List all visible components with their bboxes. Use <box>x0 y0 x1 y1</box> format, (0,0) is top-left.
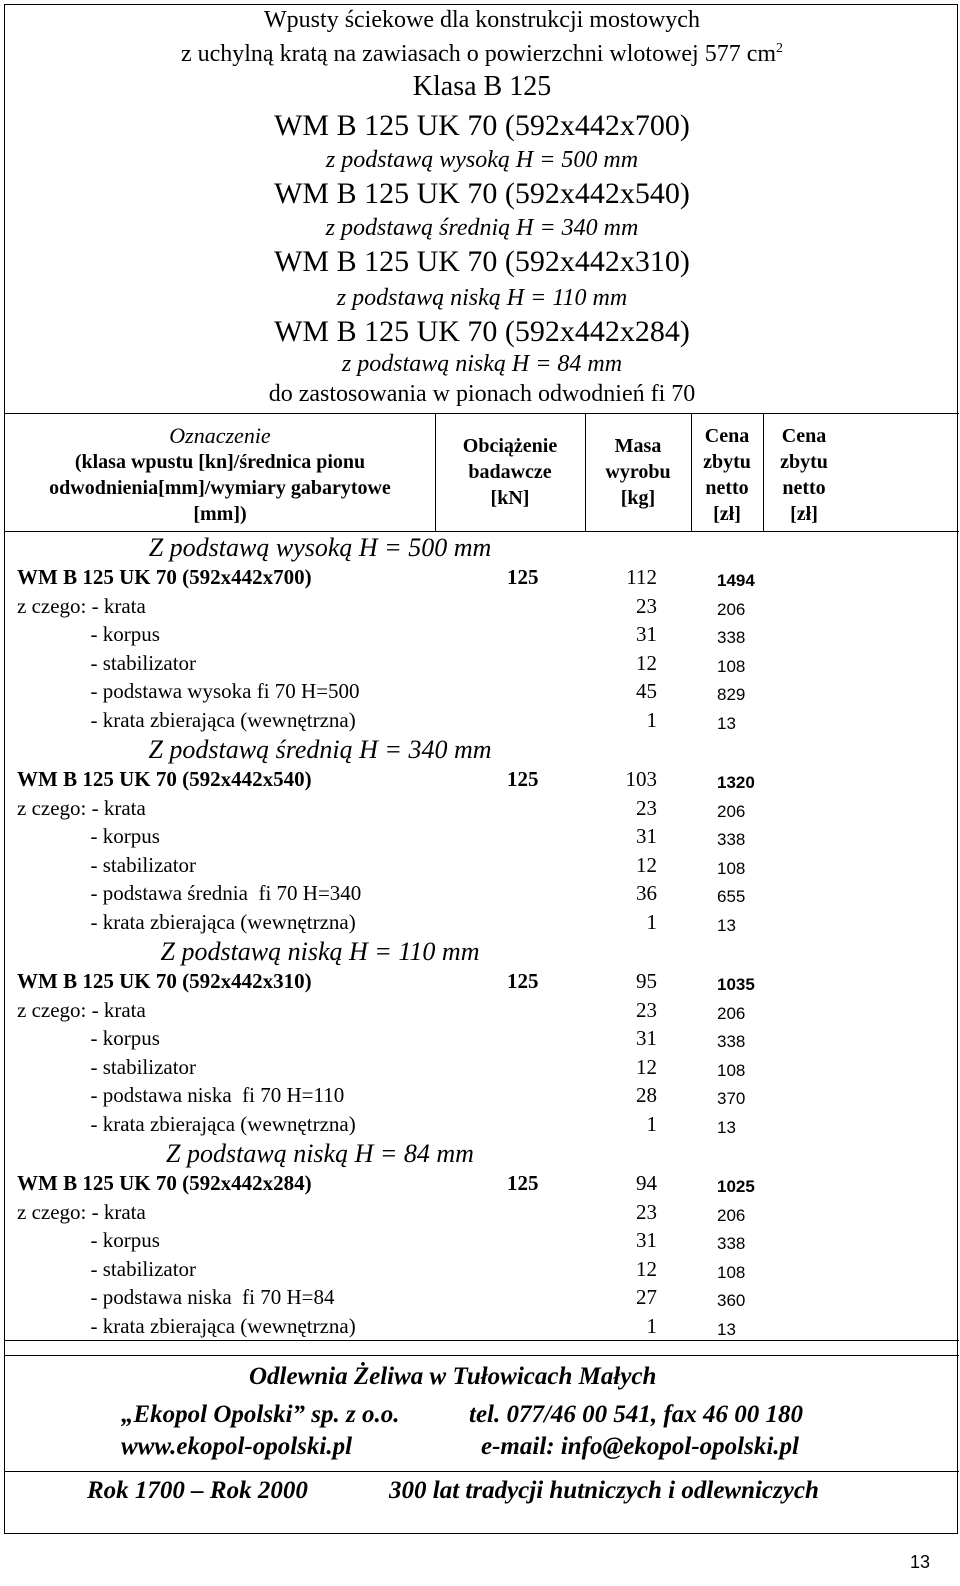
col-header-line: Obciążenie <box>462 435 558 457</box>
row-name: z czego: - krata <box>17 795 146 820</box>
usage-note: do zastosowania w pionach odwodnień fi 70 <box>268 381 696 407</box>
col-header-price-2 <box>763 423 845 527</box>
row-mass: 1 <box>646 1111 657 1136</box>
table-row <box>17 881 777 909</box>
table-row <box>17 1228 777 1256</box>
table-row <box>17 622 777 650</box>
row-mass: 31 <box>636 1228 657 1252</box>
table-row <box>17 1083 777 1111</box>
row-price: 108 <box>717 858 746 878</box>
table-row <box>17 651 777 679</box>
row-load: 125 <box>507 767 539 791</box>
row-price: 206 <box>717 599 746 619</box>
col-header-line: [zł] <box>790 503 818 525</box>
row-price: 13 <box>717 1319 736 1339</box>
row-name: z czego: - krata <box>17 997 146 1022</box>
row-name: - krata zbierająca (wewnętrzna) <box>17 1111 356 1136</box>
row-name: - korpus <box>17 1026 160 1050</box>
row-mass: 112 <box>626 565 657 589</box>
table-row <box>17 1171 777 1199</box>
row-name: - podstawa średnia fi 70 H=340 <box>17 881 362 905</box>
row-name: - podstawa wysoka fi 70 H=500 <box>17 679 360 703</box>
row-mass: 1 <box>646 909 657 934</box>
row-price: 206 <box>717 801 746 821</box>
row-mass: 45 <box>636 679 657 703</box>
row-mass: 12 <box>636 650 657 675</box>
page-number: 13 <box>909 1552 930 1572</box>
col-header-line: badawcze <box>468 461 552 483</box>
table-row <box>17 910 777 938</box>
base-subtitle: z podstawą niską H = 84 mm <box>341 351 623 377</box>
row-load: 125 <box>507 969 539 993</box>
row-name: WM B 125 UK 70 (592x442x284) <box>17 1171 312 1195</box>
row-mass: 95 <box>636 969 657 993</box>
table-row <box>17 998 777 1026</box>
table-row <box>17 708 777 736</box>
footer-years: Rok 1700 – Rok 2000 <box>87 1477 308 1504</box>
row-mass: 31 <box>636 824 657 848</box>
col-header-title: Oznaczenie <box>169 423 271 448</box>
row-price: 1320 <box>717 773 755 792</box>
row-price: 338 <box>717 1032 746 1051</box>
col-header-line: zbytu <box>780 451 828 473</box>
row-mass: 23 <box>636 1199 657 1224</box>
row-mass: 1 <box>646 1313 657 1338</box>
row-name: - podstawa niska fi 70 H=84 <box>17 1285 335 1309</box>
row-price: 13 <box>717 713 736 733</box>
table-row <box>17 1026 777 1054</box>
row-mass: 36 <box>636 881 657 905</box>
table-row <box>17 1285 777 1313</box>
row-mass: 28 <box>636 1083 657 1107</box>
col-header-line: [zł] <box>713 503 741 525</box>
table-row <box>17 853 777 881</box>
table-row <box>17 679 777 707</box>
row-name: - korpus <box>17 622 160 646</box>
model-title: WM B 125 UK 70 (592x442x700) <box>274 109 690 142</box>
row-name: - stabilizator <box>17 1256 197 1281</box>
footer-phone: tel. 077/46 00 541, fax 46 00 180 <box>469 1401 804 1428</box>
row-mass: 94 <box>636 1171 657 1195</box>
row-name: - korpus <box>17 1228 160 1252</box>
base-subtitle: z podstawą średnią H = 340 mm <box>325 215 639 241</box>
row-mass: 1 <box>646 707 657 732</box>
col-header-line: netto <box>782 477 826 499</box>
col-header-line: (klasa wpustu [kn]/średnica pionu <box>74 451 366 473</box>
col-header-line: [mm]) <box>193 503 247 525</box>
base-subtitle: z podstawą wysoką H = 500 mm <box>325 147 639 173</box>
col-header-line: wyrobu <box>605 461 671 483</box>
col-header-line: zbytu <box>703 451 751 473</box>
model-title: WM B 125 UK 70 (592x442x540) <box>274 177 690 210</box>
section-title: Z podstawą średnią H = 340 mm <box>148 735 492 764</box>
row-price: 829 <box>717 685 746 704</box>
row-price: 338 <box>717 628 746 647</box>
row-name: WM B 125 UK 70 (592x442x700) <box>17 565 312 589</box>
row-mass: 23 <box>636 795 657 820</box>
row-mass: 27 <box>636 1285 657 1309</box>
row-name: WM B 125 UK 70 (592x442x540) <box>17 767 312 791</box>
col-header-mass <box>585 433 691 511</box>
table-row <box>17 1112 777 1140</box>
row-name: - krata zbierająca (wewnętrzna) <box>17 1313 356 1338</box>
row-mass: 31 <box>636 1026 657 1050</box>
section-title: Z podstawą niską H = 84 mm <box>166 1139 474 1168</box>
document-frame <box>4 4 958 1534</box>
footer-tradition: 300 lat tradycji hutniczych i odlewniczych <box>389 1477 819 1504</box>
row-load: 125 <box>507 1171 539 1195</box>
row-name: - krata zbierająca (wewnętrzna) <box>17 909 356 934</box>
table-row <box>17 1257 777 1285</box>
model-title: WM B 125 UK 70 (592x442x310) <box>274 245 690 278</box>
row-price: 108 <box>717 656 746 676</box>
col-header-designation <box>5 423 435 527</box>
row-price: 1494 <box>717 571 755 590</box>
model-title: WM B 125 UK 70 (592x442x284) <box>274 315 690 348</box>
table-row <box>17 1200 777 1228</box>
row-name: z czego: - krata <box>17 593 146 618</box>
row-name: WM B 125 UK 70 (592x442x310) <box>17 969 312 993</box>
header-bottom-border <box>5 531 959 532</box>
row-price: 338 <box>717 830 746 849</box>
row-price: 108 <box>717 1060 746 1080</box>
title-line-2 <box>5 41 959 68</box>
row-name: - stabilizator <box>17 852 197 877</box>
col-header-line: Cena <box>781 425 827 447</box>
col-header-line: [kg] <box>620 487 656 509</box>
table-row <box>17 767 777 795</box>
table-row <box>17 1055 777 1083</box>
section-title: Z podstawą wysoką H = 500 mm <box>148 533 492 562</box>
table-row <box>17 1314 777 1342</box>
table-bottom-border <box>5 1340 959 1341</box>
row-load: 125 <box>507 565 539 589</box>
footer-divider <box>5 1355 959 1356</box>
row-price: 206 <box>717 1205 746 1225</box>
col-header-line: odwodnienia[mm]/wymiary gabarytowe <box>49 477 391 499</box>
table-row <box>17 565 777 593</box>
row-price: 655 <box>717 887 746 906</box>
superscript: 2 <box>776 41 784 56</box>
table-row <box>17 824 777 852</box>
row-name: - podstawa niska fi 70 H=110 <box>17 1083 345 1107</box>
footer-foundry: Odlewnia Żeliwa w Tułowicach Małych <box>249 1363 657 1390</box>
row-name: - korpus <box>17 824 160 848</box>
row-price: 370 <box>717 1089 746 1108</box>
table-row <box>17 969 777 997</box>
base-subtitle: z podstawą niską H = 110 mm <box>336 285 628 311</box>
row-price: 1035 <box>717 975 755 994</box>
footer-email[interactable]: e-mail: info@ekopol-opolski.pl <box>481 1433 799 1460</box>
row-price: 108 <box>717 1262 746 1282</box>
row-name: z czego: - krata <box>17 1199 146 1224</box>
table-row <box>17 796 777 824</box>
row-mass: 12 <box>636 1054 657 1079</box>
col-header-line: netto <box>705 477 749 499</box>
col-header-line: Cena <box>704 425 750 447</box>
row-mass: 12 <box>636 1256 657 1281</box>
row-name: - krata zbierająca (wewnętrzna) <box>17 707 356 732</box>
col-header-line: [kN] <box>490 487 530 509</box>
footer-divider-2 <box>5 1471 959 1472</box>
table-row <box>17 594 777 622</box>
col-header-line: Masa <box>614 435 662 457</box>
row-mass: 12 <box>636 852 657 877</box>
row-mass: 103 <box>625 767 657 791</box>
row-price: 206 <box>717 1003 746 1023</box>
title-line-1: Wpusty ściekowe dla konstrukcji mostowych <box>264 7 700 33</box>
col-header-load <box>435 433 585 511</box>
class-title: Klasa B 125 <box>412 71 552 102</box>
row-price: 13 <box>717 1117 736 1137</box>
row-mass: 31 <box>636 622 657 646</box>
row-price: 1025 <box>717 1177 755 1196</box>
title-line-2-text: z uchylną kratą na zawiasach o powierzchni wlotowej 577 cm <box>180 41 777 67</box>
row-price: 338 <box>717 1234 746 1253</box>
footer-website[interactable]: www.ekopol-opolski.pl <box>121 1433 353 1460</box>
row-name: - stabilizator <box>17 650 197 675</box>
row-price: 360 <box>717 1291 746 1310</box>
row-mass: 23 <box>636 593 657 618</box>
row-price: 13 <box>717 915 736 935</box>
row-name: - stabilizator <box>17 1054 197 1079</box>
col-header-price <box>691 423 763 527</box>
row-mass: 23 <box>636 997 657 1022</box>
table-top-border <box>5 413 959 414</box>
footer-company: „Ekopol Opolski” sp. z o.o. <box>121 1401 400 1428</box>
section-title: Z podstawą niską H = 110 mm <box>160 937 480 966</box>
